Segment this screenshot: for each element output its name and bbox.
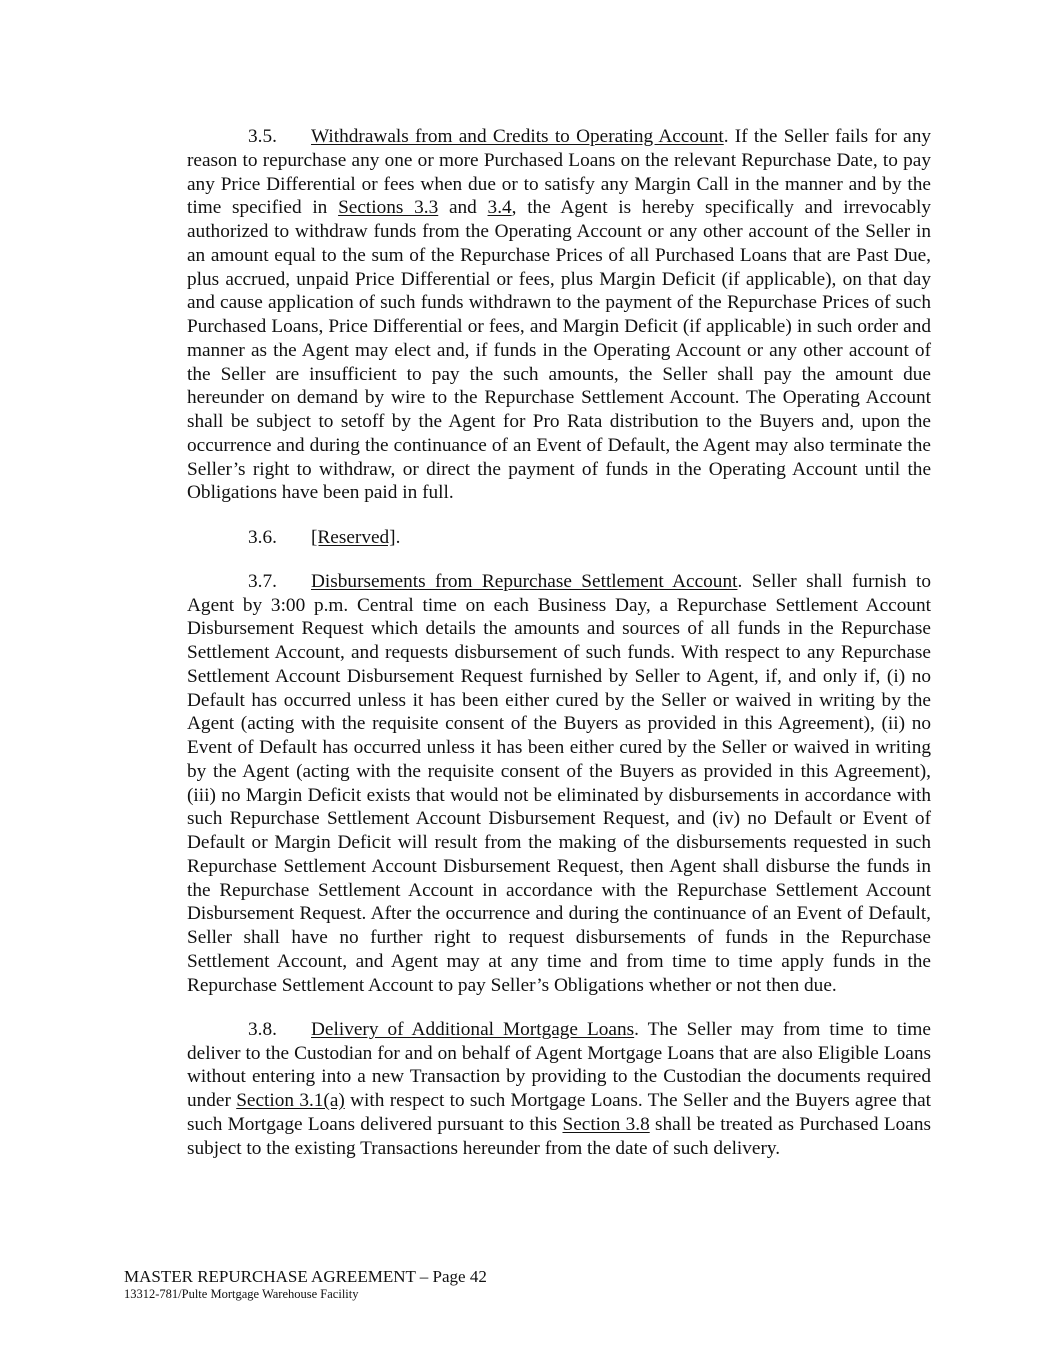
section-3-6 xyxy=(187,526,931,550)
document-body xyxy=(187,125,931,1181)
footer-doc-id: 13312-781/Pulte Mortgage Warehouse Facility xyxy=(124,1287,359,1301)
section-number: 3.5. xyxy=(248,126,277,147)
body-text: . If the Seller fails for any reason to repurchase any one or more Purchased Loans on the relevant Repurchase Date, to pay any Price Differential or fees when due or to satisfy any Margin Call in the manner and by the time specified in xyxy=(187,126,931,219)
body-text: , the Agent is hereby specifically and irrevocably authorized to withdraw funds from the Operating Account or any other account of the Seller in an amount equal to the sum of the Repurchase Prices of all Purchased Loans that are Past Due, plus accrued, unpaid Price Differential or fees, plus Margin Deficit (if applicable), on that day and cause application of such funds withdrawn to the payment of the Repurchase Prices of such Purchased Loans, Price Differential or fees, and Margin Deficit (if applicable) in such order and manner as the Agent may elect and, if funds in the Operating Account or any other account of the Seller are insufficient to pay the such amounts, the Seller shall pay the amount due hereunder on demand by wire to the Repurchase Settlement Account. The Operating Account shall be subject to setoff by the Agent for Pro Rata distribution to the Buyers and, upon the occurrence and during the continuance of an Event of Default, the Agent may also terminate the Seller’s right to withdraw, or direct the payment of funds in the Operating Account until the Obligations have been paid in full. xyxy=(187,197,932,504)
body-text: . Seller shall furnish to Agent by 3:00 p.m. Central time on each Business Day, a Repurchase Settlement Account Disbursement Request which details the amounts and sources of all funds in the Repurchase Settlement Account, and requests disbursement of such funds. With respect to any Repurchase Settlement Account Disbursement Request furnished by Seller to Agent, if, and only if, (i) no Default has occurred unless it has been either cured by the Seller or waived in writing by the Agent (acting with the requisite consent of the Buyers as provided in this Agreement), (ii) no Event of Default has occurred unless it has been either cured by the Seller or waived in writing by the Agent (acting with the requisite consent of the Buyers as provided in this Agreement), (iii) no Margin Deficit exists that would not be eliminated by disbursements in accordance with such Repurchase Settlement Account Disbursement Request, and (iv) no Default or Event of Default or Margin Deficit will result from the making of the disbursements requested in such Repurchase Settlement Account Disbursement Request, then Agent shall disburse the funds in the Repurchase Settlement Account in accordance with the Repurchase Settlement Account Disbursement Request. After the occurrence and during the continuance of an Event of Default, Seller shall have no further right to request disbursements of funds in the Repurchase Settlement Account, and Agent may at any time and from time to time apply funds in the Repurchase Settlement Account to pay Seller’s Obligations whether or not then due. xyxy=(187,570,931,996)
section-number: 3.7. xyxy=(248,570,277,592)
section-3-5 xyxy=(187,125,931,505)
section-reference: Section 3.8 xyxy=(562,1113,650,1135)
body-text: . xyxy=(395,526,401,548)
section-3-8 xyxy=(187,1018,931,1161)
body-text: shall be treated as Purchased Loans subject to the existing Transactions hereunder from the date of such delivery. xyxy=(187,1113,931,1159)
section-reference: 3.4 xyxy=(487,197,512,219)
section-3-7 xyxy=(187,570,931,998)
footer-title: MASTER REPURCHASE AGREEMENT – Page 42 xyxy=(124,1267,487,1286)
body-text: and xyxy=(438,197,488,219)
section-heading: Withdrawals from and Credits to Operating Account xyxy=(311,126,724,147)
section-number: 3.6. xyxy=(248,526,277,548)
page-footer xyxy=(124,1267,487,1302)
section-heading: Delivery of Additional Mortgage Loans xyxy=(311,1018,635,1040)
section-reference: Section 3.1(a) xyxy=(236,1090,345,1111)
section-heading: [Reserved] xyxy=(311,526,396,548)
body-text: . The Seller may from time to time deliver to the Custodian for and on behalf of Agent Mortgage Loans that are also Eligible Loans without entering into a new Transaction by providing to the Custodian the documents required under xyxy=(187,1018,931,1111)
section-reference: Sections 3.3 xyxy=(338,197,439,219)
body-text: with respect to such Mortgage Loans. The Seller and the Buyers agree that such Mortgage Loans delivered pursuant to this xyxy=(187,1090,931,1135)
section-heading: Disbursements from Repurchase Settlement Account xyxy=(311,570,738,592)
section-number: 3.8. xyxy=(248,1018,277,1040)
